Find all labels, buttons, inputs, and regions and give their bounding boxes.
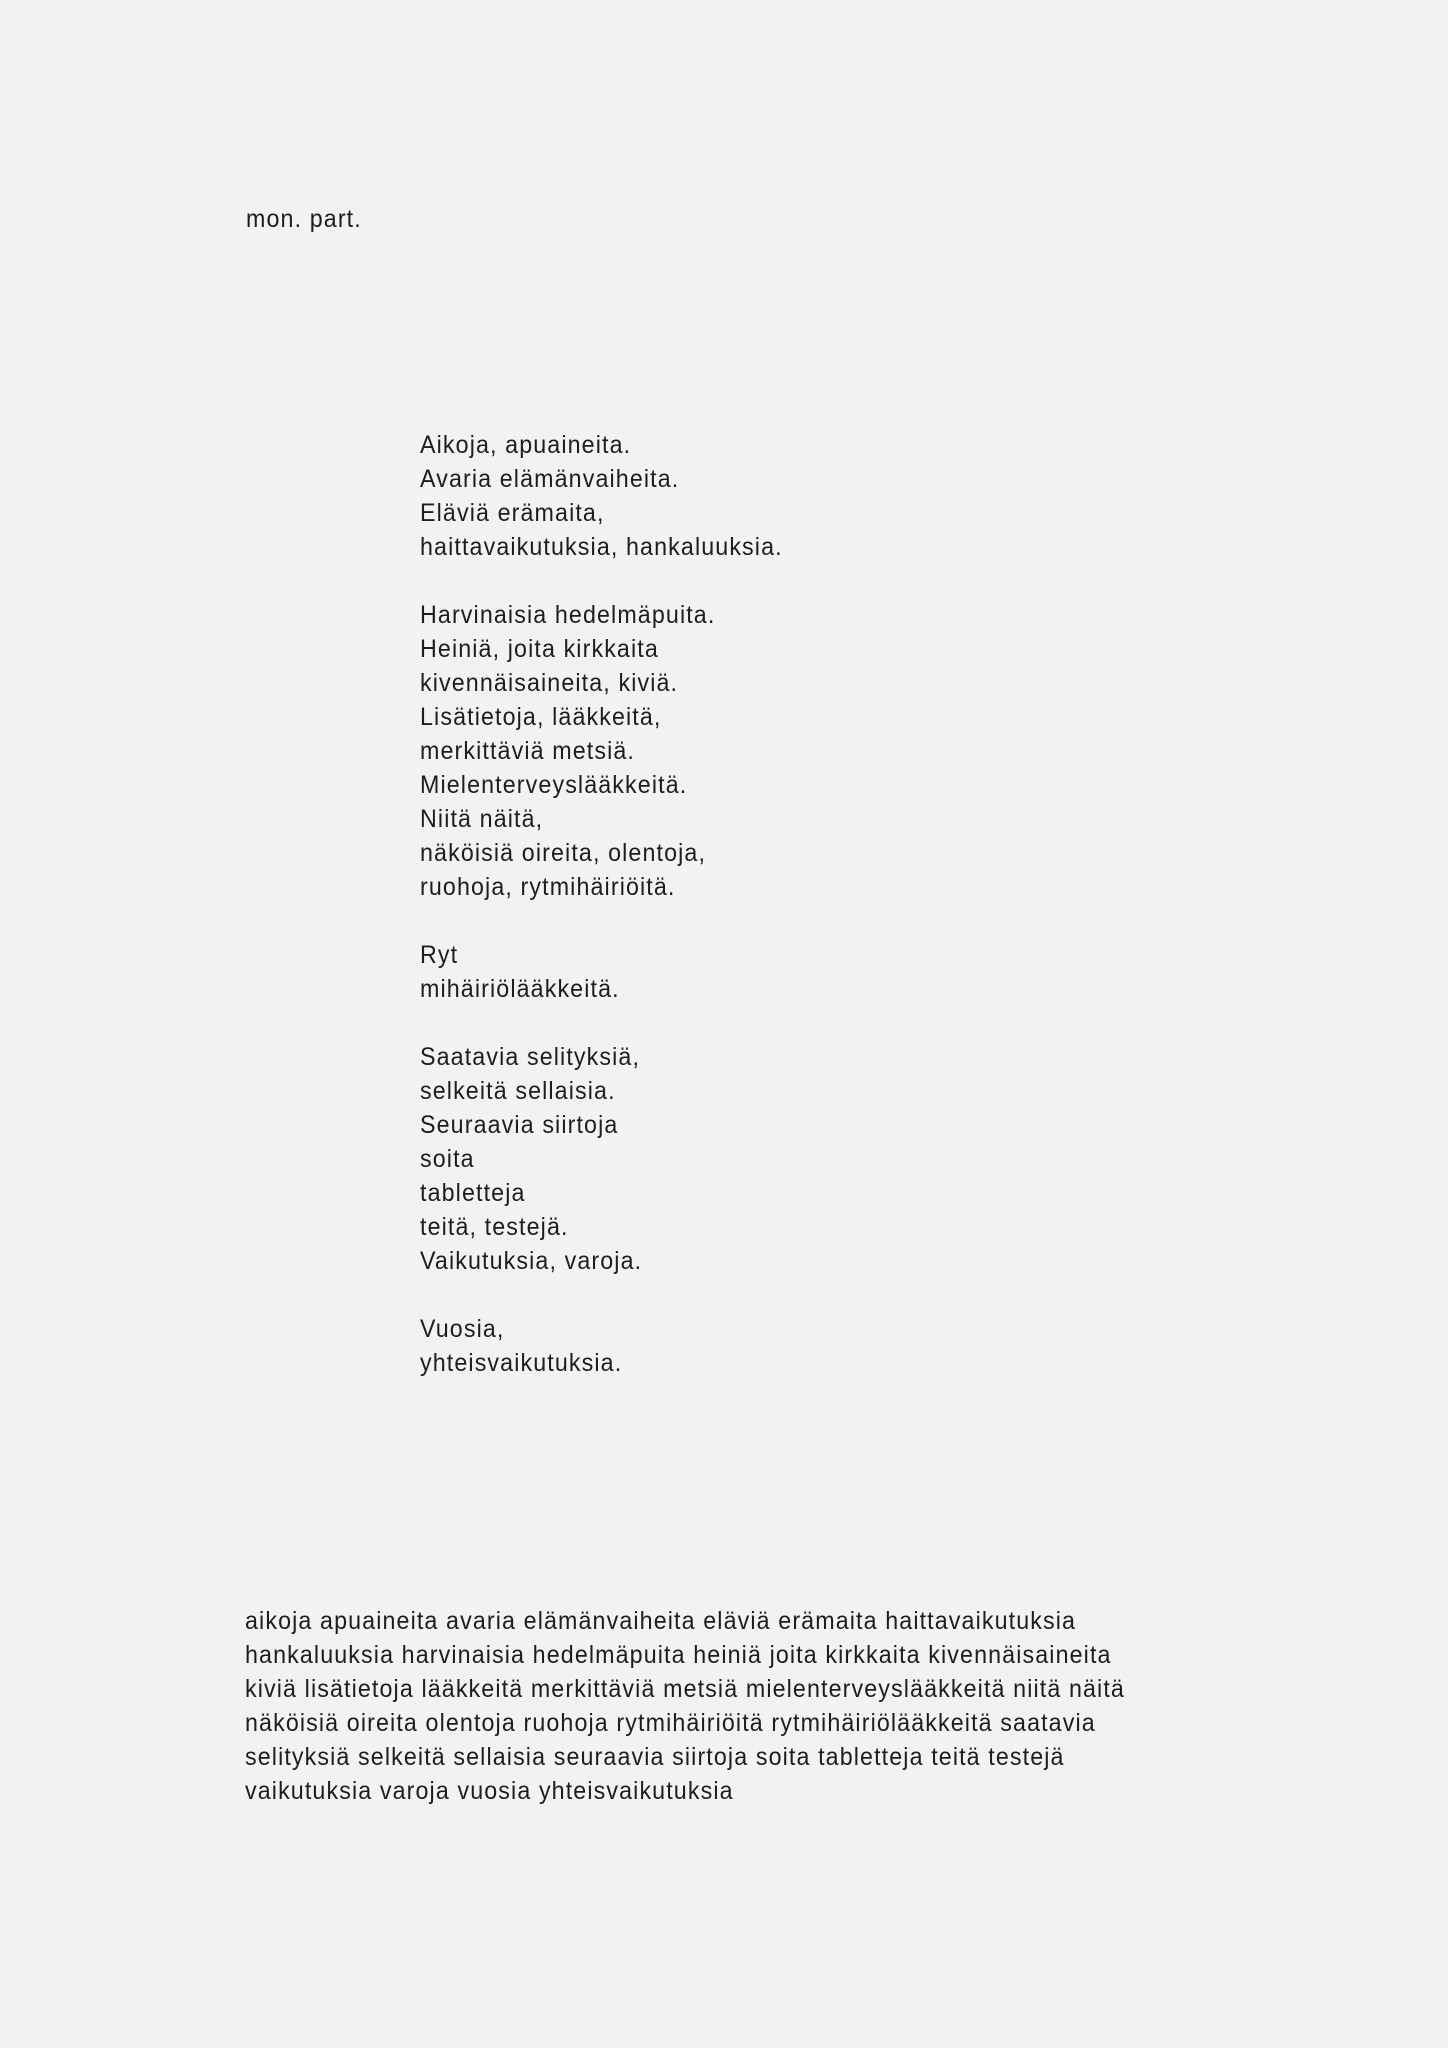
- poem-stanza: [420, 598, 783, 904]
- poem-line: Vuosia,: [420, 1315, 505, 1343]
- poem-line: Aikoja, apuaineita.: [420, 431, 632, 459]
- poem-line: Saatavia selityksiä,: [420, 1043, 641, 1071]
- word-list-line: hankaluuksia harvinaisia hedelmäpuita heiniä joita kirkkaita kivennäisaineita: [245, 1641, 1112, 1669]
- word-list-line: selityksiä selkeitä sellaisia seuraavia siirtoja soita tabletteja teitä testejä: [245, 1743, 1065, 1771]
- word-list-line: näköisiä oireita olentoja ruohoja rytmihäiriöitä rytmihäiriölääkkeitä saatavia: [245, 1709, 1096, 1737]
- poem-line: soita: [420, 1145, 475, 1173]
- poem-line: kivennäisaineita, kiviä.: [420, 669, 679, 697]
- poem-line: tabletteja: [420, 1179, 526, 1207]
- poem-line: Vaikutuksia, varoja.: [420, 1247, 643, 1275]
- poem-line: ruohoja, rytmihäiriöitä.: [420, 873, 676, 901]
- poem-line: Mielenterveyslääkkeitä.: [420, 771, 688, 799]
- poem-line: Avaria elämänvaiheita.: [420, 465, 680, 493]
- poem-line: selkeitä sellaisia.: [420, 1077, 616, 1105]
- poem-stanza: [420, 428, 783, 564]
- poem-line: näköisiä oireita, olentoja,: [420, 839, 707, 867]
- poem-line: haittavaikutuksia, hankaluuksia.: [420, 533, 783, 561]
- poem-line: Eläviä erämaita,: [420, 499, 605, 527]
- poem-stanza: [420, 1312, 783, 1380]
- poem-line: Seuraavia siirtoja: [420, 1111, 619, 1139]
- poem-line: merkittäviä metsiä.: [420, 737, 636, 765]
- poem-line: mihäiriölääkkeitä.: [420, 975, 620, 1003]
- word-list-line: kiviä lisätietoja lääkkeitä merkittäviä metsiä mielenterveyslääkkeitä niitä näitä: [245, 1675, 1125, 1703]
- poem-line: Lisätietoja, lääkkeitä,: [420, 703, 662, 731]
- word-list-line: aikoja apuaineita avaria elämänvaiheita eläviä erämaita haittavaikutuksia: [245, 1607, 1077, 1635]
- poem-line: teitä, testejä.: [420, 1213, 569, 1241]
- poem-line: Niitä näitä,: [420, 805, 544, 833]
- poem-line: Heiniä, joita kirkkaita: [420, 635, 659, 663]
- poem-line: yhteisvaikutuksia.: [420, 1349, 623, 1377]
- poem-stanza: [420, 938, 783, 1006]
- poem: [420, 428, 783, 1414]
- word-list-line: vaikutuksia varoja vuosia yhteisvaikutuksia: [245, 1777, 734, 1805]
- page-label: mon. part.: [246, 205, 362, 233]
- word-list: [245, 1604, 1184, 1808]
- poem-line: Harvinaisia hedelmäpuita.: [420, 601, 716, 629]
- poem-line: Ryt: [420, 941, 459, 969]
- poem-stanza: [420, 1040, 783, 1278]
